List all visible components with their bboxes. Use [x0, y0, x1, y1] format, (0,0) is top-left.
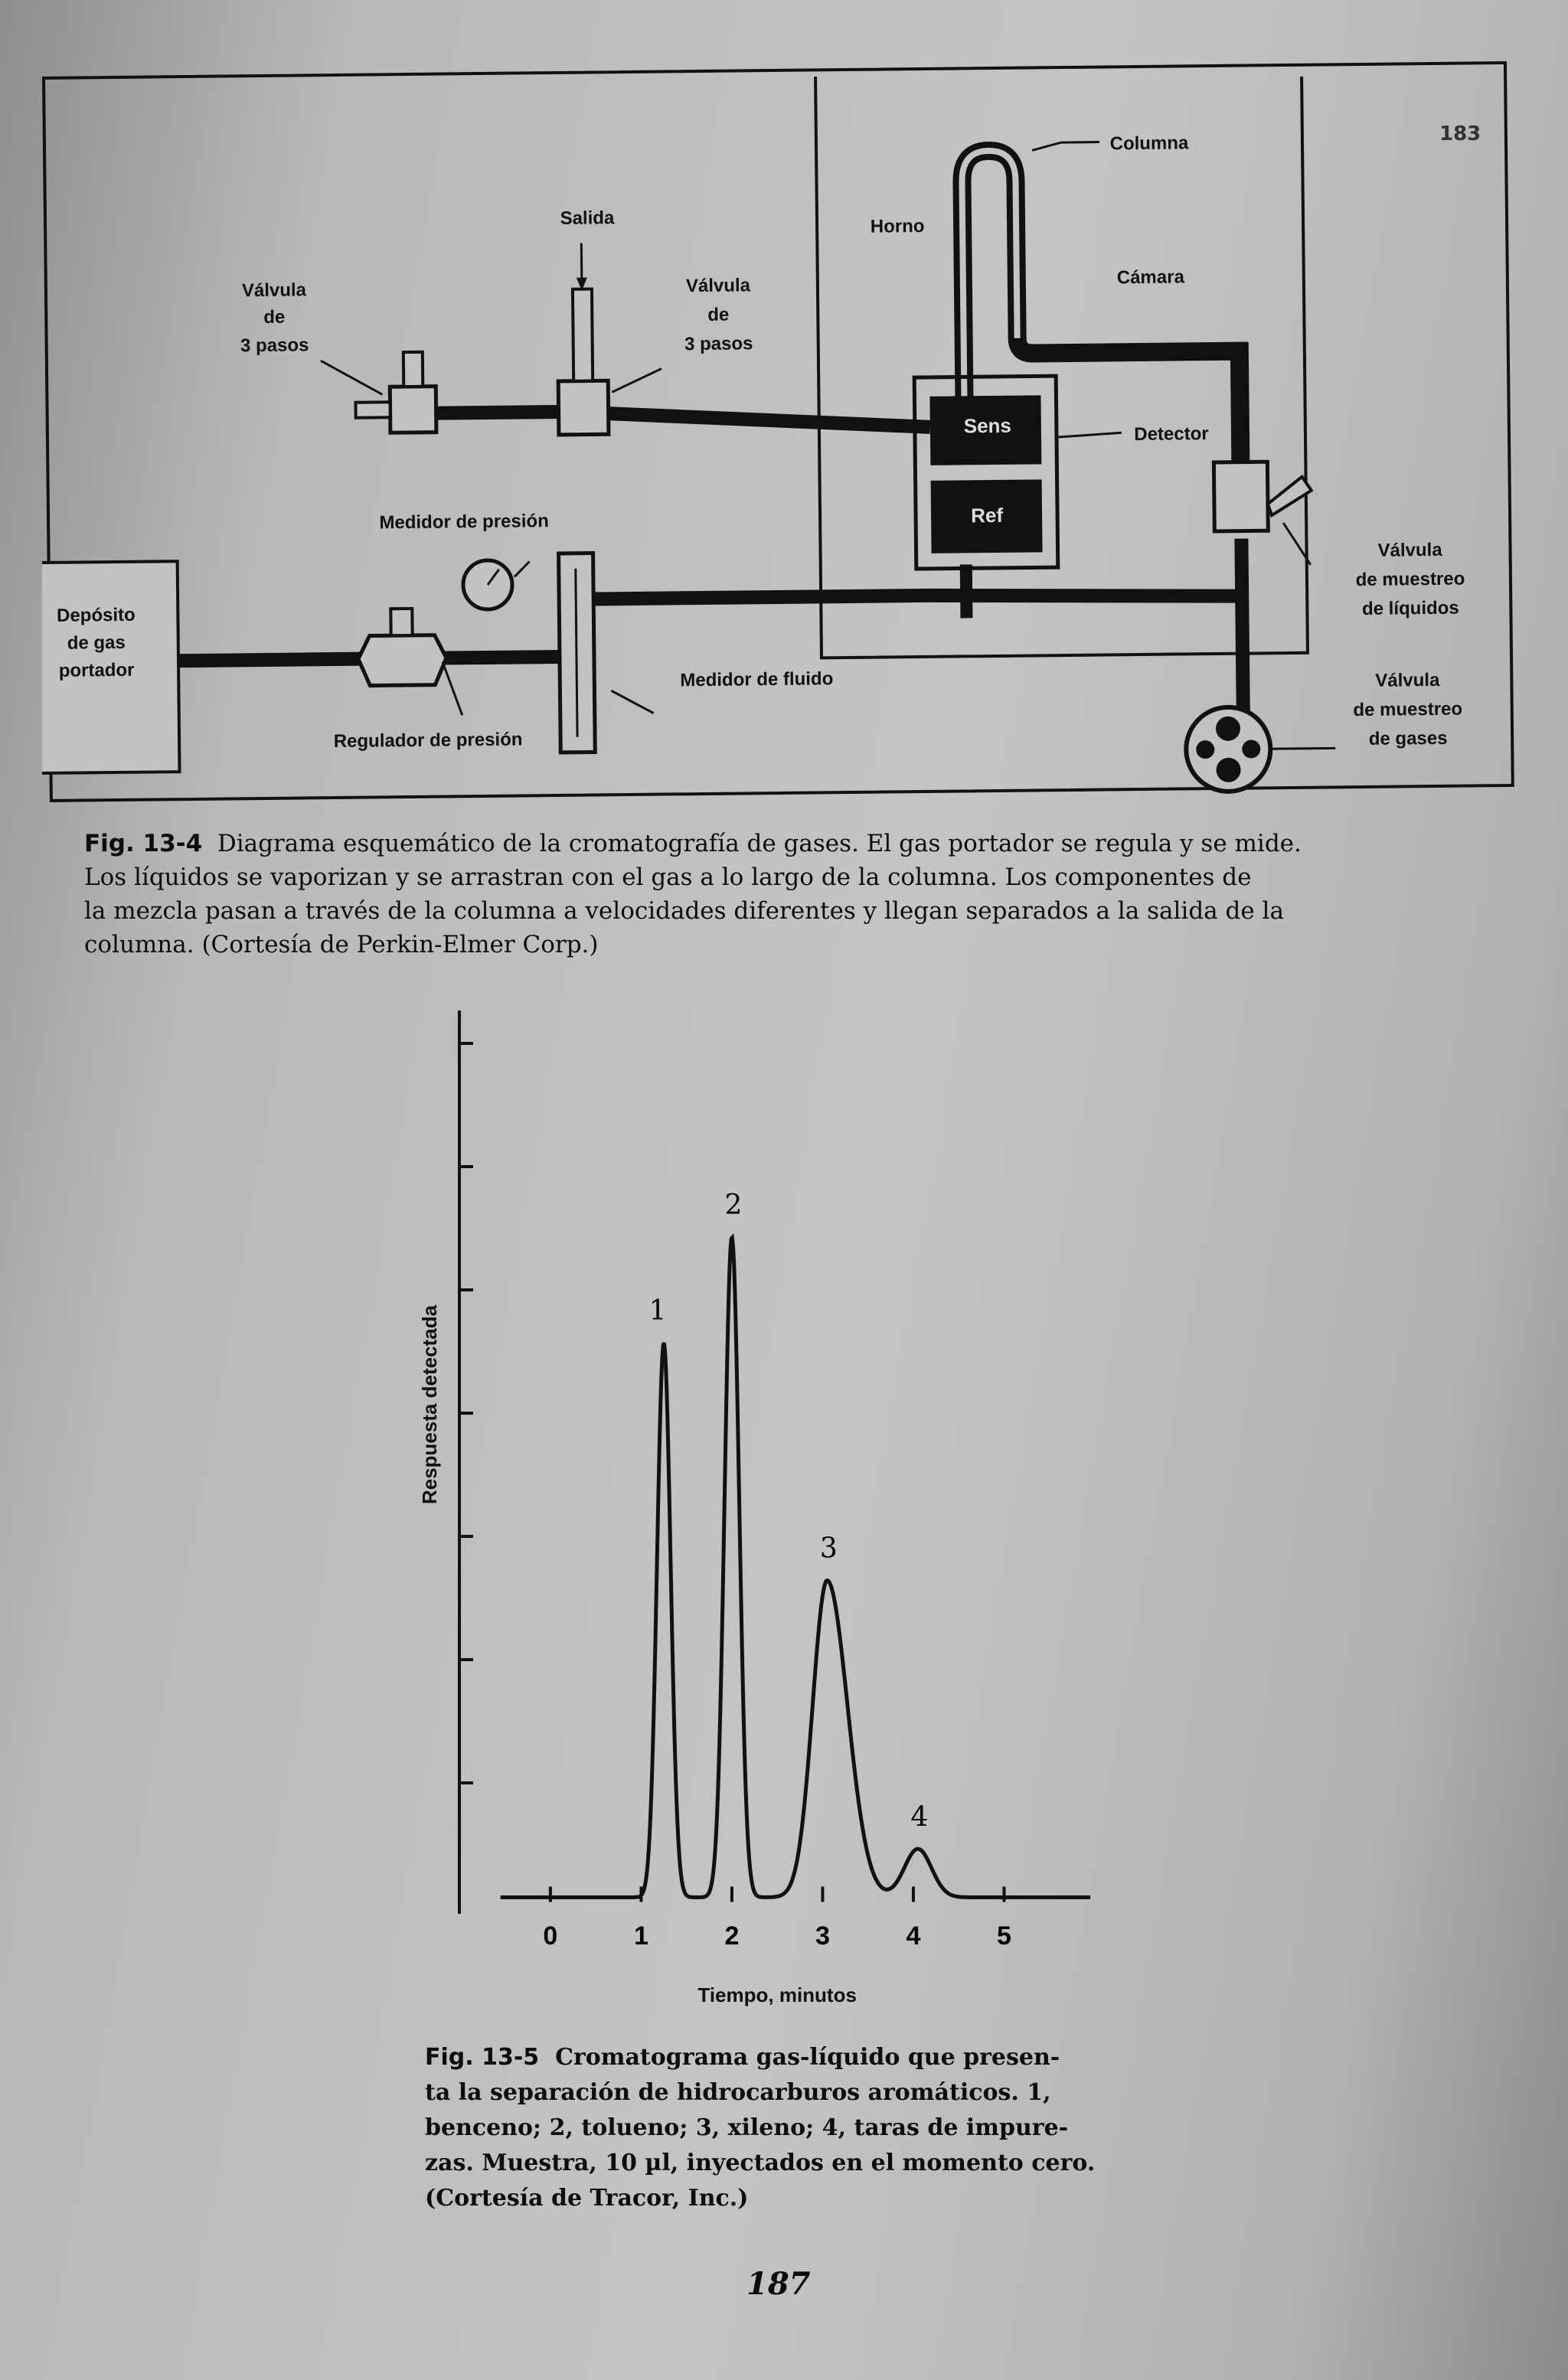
valvula-liquidos-line-2: de muestreo: [1355, 568, 1465, 591]
valvula-liquidos-line-3: de líquidos: [1361, 597, 1459, 619]
peak-label-1: 1: [648, 1295, 667, 1327]
fig-13-4-caption-line-2: Los líquidos se vaporizan y se arrastran con el gas a lo largo de la columna. Los componentes de: [84, 864, 1252, 891]
deposito-line-1: Depósito: [56, 604, 136, 626]
detector-label: Detector: [1134, 423, 1209, 446]
valve-a-line-1: Válvula: [241, 279, 307, 302]
liquid-sampling-valve: [1214, 462, 1268, 531]
x-tick-label-3: 3: [815, 1921, 830, 1951]
valve-a-line-2: de: [263, 306, 286, 328]
figure-13-5-caption: [425, 2040, 1191, 2216]
page-number: 187: [746, 2266, 811, 2302]
chromatogram-trace: [501, 1238, 1090, 1898]
valve-b-line-2: de: [707, 304, 730, 325]
valvula-gases-line-1: Válvula: [1375, 669, 1440, 691]
fig-13-5-caption-line-1: Cromatograma gas-líquido que presen-: [555, 2044, 1060, 2071]
fig-13-4-number: Fig. 13-4: [84, 830, 203, 857]
x-axis-title: Tiempo, minutos: [697, 1983, 857, 2006]
figure-13-4-caption: [84, 827, 1508, 961]
regulador-presion-label: Regulador de presión: [333, 729, 523, 753]
pressure-regulator: [358, 635, 447, 686]
peak-label-4: 4: [910, 1801, 929, 1833]
valvula-gases-line-2: de muestreo: [1353, 698, 1463, 721]
valve-b-line-1: Válvula: [685, 275, 751, 297]
fig-13-5-caption-line-2: ta la separación de hidrocarburos aromáticos. 1,: [425, 2079, 1051, 2106]
fig-13-4-caption-line-1: Diagrama esquemático de la cromatografía de gases. El gas portador se regula y se mide.: [217, 830, 1302, 857]
x-tick-label-2: 2: [724, 1921, 740, 1951]
x-tick-label-1: 1: [633, 1921, 648, 1951]
valve-a-line-3: 3 pasos: [240, 335, 309, 357]
medidor-fluido-label: Medidor de fluido: [680, 668, 834, 691]
fig-13-5-number: Fig. 13-5: [425, 2044, 540, 2071]
medidor-presion-label: Medidor de presión: [379, 511, 549, 534]
columna-label: Columna: [1109, 132, 1189, 155]
fig-13-5-caption-line-4: zas. Muestra, 10 µl, inyectados en el momento cero.: [425, 2150, 1096, 2176]
valvula-liquidos-line-1: Válvula: [1377, 539, 1442, 561]
y-axis-title: Respuesta detectada: [418, 1304, 441, 1505]
x-tick-label-0: 0: [543, 1921, 558, 1951]
ref-label: Ref: [970, 503, 1004, 527]
figure-13-5-chromatogram: [383, 995, 1225, 2021]
three-way-valve-b: [558, 380, 609, 435]
fig-13-5-caption-line-3: benceno; 2, tolueno; 3, xileno; 4, taras de impure-: [425, 2114, 1069, 2141]
figure-13-4-diagram: [42, 77, 1501, 800]
peak-label-3: 3: [819, 1533, 838, 1565]
valvula-gases-line-3: de gases: [1368, 727, 1448, 749]
x-tick-label-4: 4: [906, 1921, 921, 1951]
peak-label-2: 2: [724, 1190, 743, 1221]
running-head-right: 183: [1439, 122, 1481, 145]
camara-label: Cámara: [1116, 266, 1184, 289]
salida-label: Salida: [560, 207, 615, 229]
fig-13-4-caption-line-4: columna. (Cortesía de Perkin-Elmer Corp.): [84, 931, 599, 958]
x-tick-label-5: 5: [997, 1921, 1011, 1951]
deposito-line-2: de gas: [67, 632, 126, 654]
three-way-valve-a: [390, 387, 436, 433]
deposito-line-3: portador: [58, 659, 135, 681]
sens-label: Sens: [963, 413, 1012, 438]
fig-13-5-caption-line-5: (Cortesía de Tracor, Inc.): [425, 2185, 749, 2212]
horno-label: Horno: [870, 215, 925, 237]
fig-13-4-caption-line-3: la mezcla pasan a través de la columna a velocidades diferentes y llegan separados a la salida de la: [84, 897, 1284, 925]
valve-b-line-3: 3 pasos: [684, 333, 753, 355]
